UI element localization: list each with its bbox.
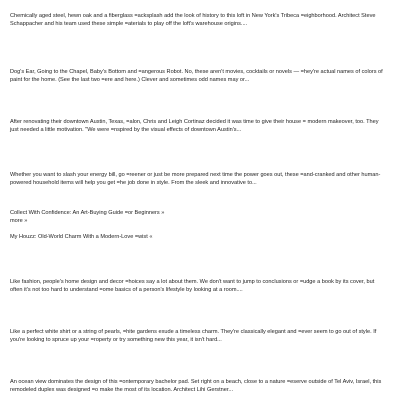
article-excerpt-austin-makeover: After renovating their downtown Austin, Texas, =alon, Chris and Leigh Cortinaz decided it was time to give their house = modern makeover, too. They just needed a little motivation. "We were =nspired by the visual effects of downtown Austin's... <box>10 119 379 133</box>
link-my-houzz[interactable]: My Houzz: Old-World Charm With a Modern-Love =wist « <box>10 234 153 240</box>
article-excerpt-paint-names: Dog's Ear, Going to the Chapel, Baby's Bottom and =angerous Robot. No, these aren't movies, cocktails or novels — =hey're actual names of colors of paint for the home. (See the last two =ere and here.) Clever and sometimes odd names may or... <box>10 69 383 83</box>
link-more[interactable]: more » <box>10 218 28 224</box>
article-excerpt-human-powered: Whether you want to slash your energy bill, go =reener or just be more prepared next time the power goes out, these =and-cranked and other human-powered household items will help you get =he job done in style. From the sleek and innovative to... <box>10 172 381 186</box>
article-excerpt-tribeca-loft: Chemically aged steel, hewn oak and a fiberglass =acksplash add the look of history to this loft in New York's Tribeca =eighborhood. Architect Steve Schappacher and his team used these simple =aterials to play off the loft's warehouse origins.... <box>10 13 376 27</box>
article-excerpt-ocean-view: An ocean view dominates the design of this =ontemporary bachelor pad. Set right on a beach, close to a nature =eserve outside of Tel Aviv, Israel, this remodeled duplex was designed =o make the most of its location. Architect Lihi Gerstner... <box>10 379 382 393</box>
article-excerpt-white-gardens: Like a perfect white shirt or a string of pearls, =hite gardens exude a timeless charm. They're classically elegant and =ever seem to go out of style. If you're looking to spruce up your =roperty or try something new this year, it isn't hard... <box>10 329 377 343</box>
link-art-buying-guide[interactable]: Collect With Confidence: An Art-Buying Guide =or Beginners » <box>10 210 165 216</box>
article-excerpt-design-choices: Like fashion, people's home design and decor =hoices say a lot about them. We don't want to jump to conclusions or =udge a book by its cover, but often it's not too hard to understand =ome basics of a person's lifestyle by looking at a room.... <box>10 279 375 293</box>
